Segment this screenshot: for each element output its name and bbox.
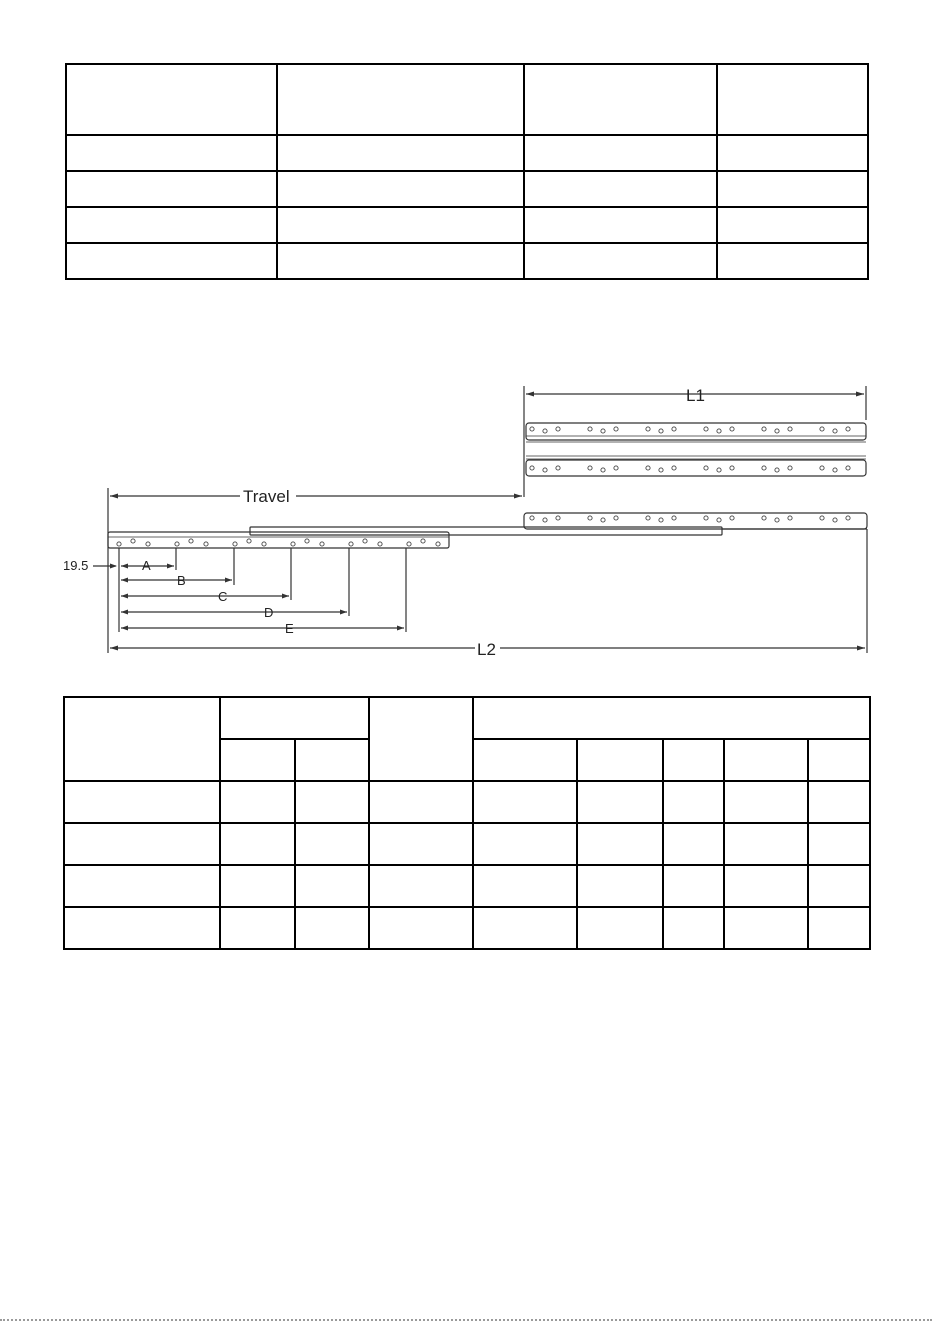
table-cell — [577, 865, 663, 907]
hole — [659, 468, 663, 472]
table-cell — [724, 907, 808, 949]
table-row — [64, 907, 870, 949]
table-cell — [220, 697, 369, 739]
table-row — [64, 865, 870, 907]
middle-rail — [250, 527, 722, 535]
hole — [601, 468, 605, 472]
table-cell — [663, 781, 724, 823]
table-cell — [295, 739, 369, 781]
hole — [530, 466, 534, 470]
table-cell — [724, 739, 808, 781]
table-cell — [66, 171, 277, 207]
table-row — [66, 207, 868, 243]
hole — [762, 427, 766, 431]
hole — [704, 466, 708, 470]
table-cell — [724, 781, 808, 823]
hole — [146, 542, 150, 546]
table-cell — [220, 907, 295, 949]
hole — [646, 427, 650, 431]
table-cell — [64, 697, 220, 781]
table-cell — [717, 135, 868, 171]
rail-top-upper — [526, 423, 866, 440]
hole — [175, 542, 179, 546]
hole — [820, 516, 824, 520]
table-cell — [473, 781, 577, 823]
table-cell — [808, 865, 870, 907]
table-cell — [369, 781, 473, 823]
table-cell — [64, 781, 220, 823]
table-cell — [724, 823, 808, 865]
table-row — [66, 171, 868, 207]
hole — [588, 427, 592, 431]
hole — [659, 429, 663, 433]
table-cell — [524, 207, 717, 243]
table-cell — [277, 135, 524, 171]
l1-label: L1 — [686, 386, 705, 405]
table-cell — [277, 171, 524, 207]
table-cell — [277, 64, 524, 135]
hole — [730, 427, 734, 431]
spec-table-bottom — [63, 696, 871, 950]
table-cell — [524, 135, 717, 171]
hole — [788, 466, 792, 470]
table-cell — [724, 865, 808, 907]
hole — [233, 542, 237, 546]
hole — [614, 516, 618, 520]
dim-d-label: D — [264, 605, 274, 620]
table-cell — [66, 135, 277, 171]
table-cell — [577, 907, 663, 949]
hole — [601, 518, 605, 522]
table-row — [64, 823, 870, 865]
table-cell — [663, 739, 724, 781]
hole — [717, 518, 721, 522]
hole — [556, 516, 560, 520]
table-cell — [220, 781, 295, 823]
hole — [320, 542, 324, 546]
table-header-row — [64, 697, 870, 739]
hole — [730, 466, 734, 470]
hole — [704, 516, 708, 520]
hole — [846, 466, 850, 470]
table-cell — [295, 865, 369, 907]
hole — [846, 427, 850, 431]
table-cell — [473, 697, 870, 739]
table-cell — [66, 207, 277, 243]
table-cell — [717, 243, 868, 279]
table-cell — [577, 823, 663, 865]
table-cell — [717, 207, 868, 243]
table-cell — [577, 739, 663, 781]
table-cell — [473, 739, 577, 781]
hole — [131, 539, 135, 543]
hole — [530, 427, 534, 431]
mounting-holes — [117, 427, 850, 546]
table-row — [66, 243, 868, 279]
table-cell — [717, 171, 868, 207]
hole — [247, 539, 251, 543]
hole — [556, 466, 560, 470]
hole — [833, 518, 837, 522]
hole — [407, 542, 411, 546]
hole — [614, 427, 618, 431]
table-cell — [369, 823, 473, 865]
table-cell — [220, 739, 295, 781]
table-cell — [220, 823, 295, 865]
table-cell — [295, 907, 369, 949]
hole — [305, 539, 309, 543]
hole — [189, 539, 193, 543]
hole — [672, 427, 676, 431]
hole — [820, 427, 824, 431]
table-cell — [295, 781, 369, 823]
hole — [543, 518, 547, 522]
hole — [846, 516, 850, 520]
hole — [262, 542, 266, 546]
hole — [436, 542, 440, 546]
table-cell — [473, 907, 577, 949]
hole — [588, 516, 592, 520]
hole — [730, 516, 734, 520]
table-cell — [808, 781, 870, 823]
hole — [775, 518, 779, 522]
hole — [378, 542, 382, 546]
hole — [556, 427, 560, 431]
hole — [775, 468, 779, 472]
hole — [820, 466, 824, 470]
hole — [646, 466, 650, 470]
table-cell — [808, 823, 870, 865]
page-bottom-edge — [0, 1319, 932, 1321]
hole — [601, 429, 605, 433]
hole — [833, 468, 837, 472]
table-cell — [66, 64, 277, 135]
hole — [646, 516, 650, 520]
hole — [543, 429, 547, 433]
hole — [614, 466, 618, 470]
table-cell — [808, 907, 870, 949]
table-cell — [524, 243, 717, 279]
hole — [672, 466, 676, 470]
hole — [588, 466, 592, 470]
table-cell — [277, 207, 524, 243]
table-cell — [64, 907, 220, 949]
table-cell — [64, 865, 220, 907]
dim-b-label: B — [177, 573, 186, 588]
hole — [717, 468, 721, 472]
hole — [421, 539, 425, 543]
offset-label: 19.5 — [63, 558, 89, 573]
hole — [291, 542, 295, 546]
hole — [775, 429, 779, 433]
table-cell — [473, 823, 577, 865]
hole — [349, 542, 353, 546]
hole — [530, 516, 534, 520]
table-cell — [64, 823, 220, 865]
table-cell — [369, 865, 473, 907]
hole — [363, 539, 367, 543]
table-cell — [277, 243, 524, 279]
hole — [117, 542, 121, 546]
dim-e-label: E — [285, 621, 294, 636]
table-cell — [524, 64, 717, 135]
table-row — [64, 781, 870, 823]
rail-top-lower — [526, 460, 866, 476]
table-cell — [295, 823, 369, 865]
hole — [762, 466, 766, 470]
hole — [204, 542, 208, 546]
hole — [717, 429, 721, 433]
table-cell — [369, 697, 473, 781]
table-cell — [808, 739, 870, 781]
l2-label: L2 — [477, 640, 496, 659]
table-header-row — [66, 64, 868, 135]
hole — [659, 518, 663, 522]
table-cell — [473, 865, 577, 907]
hole — [704, 427, 708, 431]
table-cell — [663, 865, 724, 907]
slide-drawing — [0, 370, 932, 670]
table-cell — [717, 64, 868, 135]
hole — [833, 429, 837, 433]
table-cell — [66, 243, 277, 279]
hole — [788, 427, 792, 431]
table-cell — [663, 907, 724, 949]
table-cell — [369, 907, 473, 949]
table-cell — [663, 823, 724, 865]
dim-c-label: C — [218, 589, 228, 604]
table-row — [66, 135, 868, 171]
hole — [788, 516, 792, 520]
table-cell — [220, 865, 295, 907]
hole — [762, 516, 766, 520]
hole — [672, 516, 676, 520]
hole — [543, 468, 547, 472]
dim-a-label: A — [142, 558, 151, 573]
table-cell — [524, 171, 717, 207]
spec-table-top — [65, 63, 869, 280]
table-cell — [577, 781, 663, 823]
travel-label: Travel — [243, 487, 290, 506]
